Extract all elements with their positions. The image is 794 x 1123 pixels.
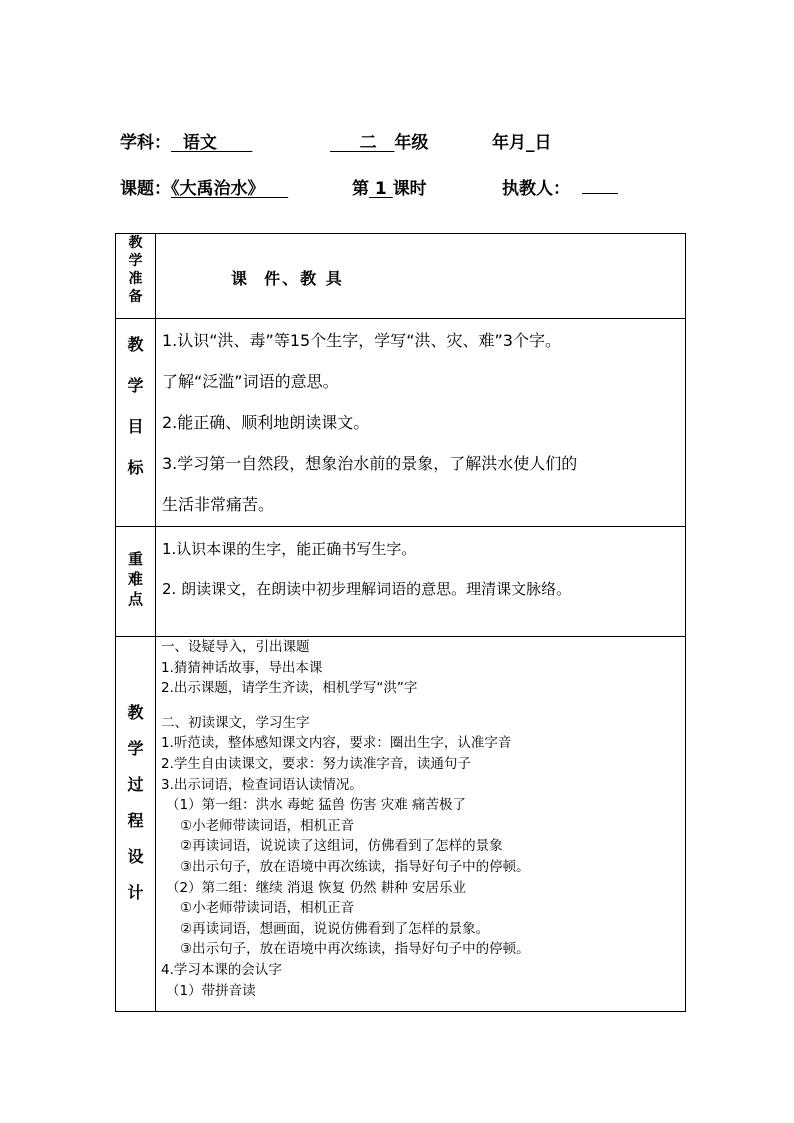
label-char: 过 xyxy=(127,775,144,794)
goals-label xyxy=(116,319,155,488)
teacher-blank xyxy=(582,177,618,194)
label-char: 程 xyxy=(127,811,144,830)
goals-label-cell xyxy=(116,319,156,527)
period-prefix: 第 xyxy=(352,179,369,199)
process-line: 二、初读课文，学习生字 xyxy=(161,714,310,731)
goals-content-cell xyxy=(156,319,686,527)
label-char: 教 xyxy=(127,335,144,354)
process-row xyxy=(116,637,686,1012)
label-char: 教 xyxy=(127,703,144,722)
label-char: 设 xyxy=(127,847,144,866)
process-label xyxy=(116,637,155,911)
prep-content-cell xyxy=(156,234,686,319)
label-char: 计 xyxy=(127,883,144,902)
process-line: 2.学生自由读课文，要求：努力读准字音，读通句子 xyxy=(161,755,471,772)
goal-line: 2.能正确、顺利地朗读课文。 xyxy=(162,413,370,432)
label-char: 难 xyxy=(127,570,143,588)
label-char: 学 xyxy=(128,253,143,269)
process-line: 一、设疑导入，引出课题 xyxy=(161,639,310,655)
prep-label xyxy=(116,234,155,306)
process-line: 1.猜猜神话故事，导出本课 xyxy=(161,659,323,676)
process-line: 3.出示词语，检查词语认读情况。 xyxy=(161,776,363,793)
topic-label: 课题： xyxy=(120,179,171,199)
label-char: 准 xyxy=(128,271,143,287)
label-char: 重 xyxy=(127,550,143,568)
process-line: 2.出示课题，请学生齐读，相机学写“洪”字 xyxy=(161,680,418,697)
difficulties-row xyxy=(116,527,686,637)
goals-row xyxy=(116,319,686,527)
process-line: ②再读词语，说说读了这组词，仿佛看到了怎样的景象 xyxy=(180,838,503,855)
topic-line xyxy=(120,174,288,199)
goal-line: 生活非常痛苦。 xyxy=(162,495,275,514)
label-char: 学 xyxy=(127,376,144,395)
teacher-line xyxy=(502,174,618,199)
label-char: 点 xyxy=(127,590,143,608)
label-char: 备 xyxy=(128,289,143,305)
prep-label-cell xyxy=(116,234,156,319)
difficulties-label xyxy=(116,527,155,609)
label-char: 学 xyxy=(127,739,144,758)
process-line: 4.学习本课的会认字 xyxy=(161,961,282,978)
process-line: ③出示句子，放在语境中再次练读，指导好句子中的停顿。 xyxy=(180,858,530,875)
goal-line: 3.学习第一自然段，想象治水前的景象，了解洪水使人们的 xyxy=(162,454,578,473)
period-suffix: 课时 xyxy=(392,179,427,199)
process-line: （1）带拼音读 xyxy=(166,982,256,999)
difficulty-line: 2. 朗读课文，在朗读中初步理解词语的意思。理清课文脉络。 xyxy=(162,580,572,598)
goal-line: 1.认识“洪、毒”等15个生字，学写“洪、灾、难”3个字。 xyxy=(162,331,561,350)
goal-line: 了解“泛滥”词语的意思。 xyxy=(162,372,339,391)
subject-label: 学科： xyxy=(120,133,171,153)
topic-value: 《大禹治水》 xyxy=(171,179,265,199)
difficulties-label-cell xyxy=(116,527,156,637)
lesson-plan-table xyxy=(115,233,686,1012)
label-char: 目 xyxy=(127,417,144,436)
teacher-label: 执教人： xyxy=(502,179,570,199)
subject-value: 语文 xyxy=(182,133,217,153)
process-line: ②再读词语，想画面，说说仿佛看到了怎样的景象。 xyxy=(180,920,490,937)
process-line: ③出示句子，放在语境中再次练读，指导好句子中的停顿。 xyxy=(180,941,530,958)
process-line: ①小老师带读词语，相机正音 xyxy=(180,900,355,917)
subject-line xyxy=(120,128,252,153)
period-line xyxy=(352,174,427,199)
date-text: 年月_日 xyxy=(492,133,552,153)
difficulty-line: 1.认识本课的生字，能正确书写生字。 xyxy=(162,540,417,558)
difficulties-content-cell xyxy=(156,527,686,637)
label-char: 教 xyxy=(128,235,143,251)
process-label-cell xyxy=(116,637,156,1012)
process-line: （1）第一组：洪水 毒蛇 猛兽 伤害 灾难 痛苦极了 xyxy=(166,797,467,814)
process-line: 1.听范读，整体感知课文内容，要求：圈出生字，认准字音 xyxy=(161,735,512,752)
process-line: ①小老师带读词语，相机正音 xyxy=(180,817,355,834)
period-value: 1 xyxy=(374,179,387,199)
prep-row xyxy=(116,234,686,319)
process-line: （2）第二组：继续 消退 恢复 仍然 耕种 安居乐业 xyxy=(166,879,467,896)
grade-line xyxy=(330,128,428,153)
prep-content: 课 件、教 具 xyxy=(231,269,344,288)
process-content-cell xyxy=(156,637,686,1012)
grade-value: 二 xyxy=(359,133,377,153)
label-char: 标 xyxy=(127,458,144,477)
grade-label: 年级 xyxy=(394,133,429,153)
